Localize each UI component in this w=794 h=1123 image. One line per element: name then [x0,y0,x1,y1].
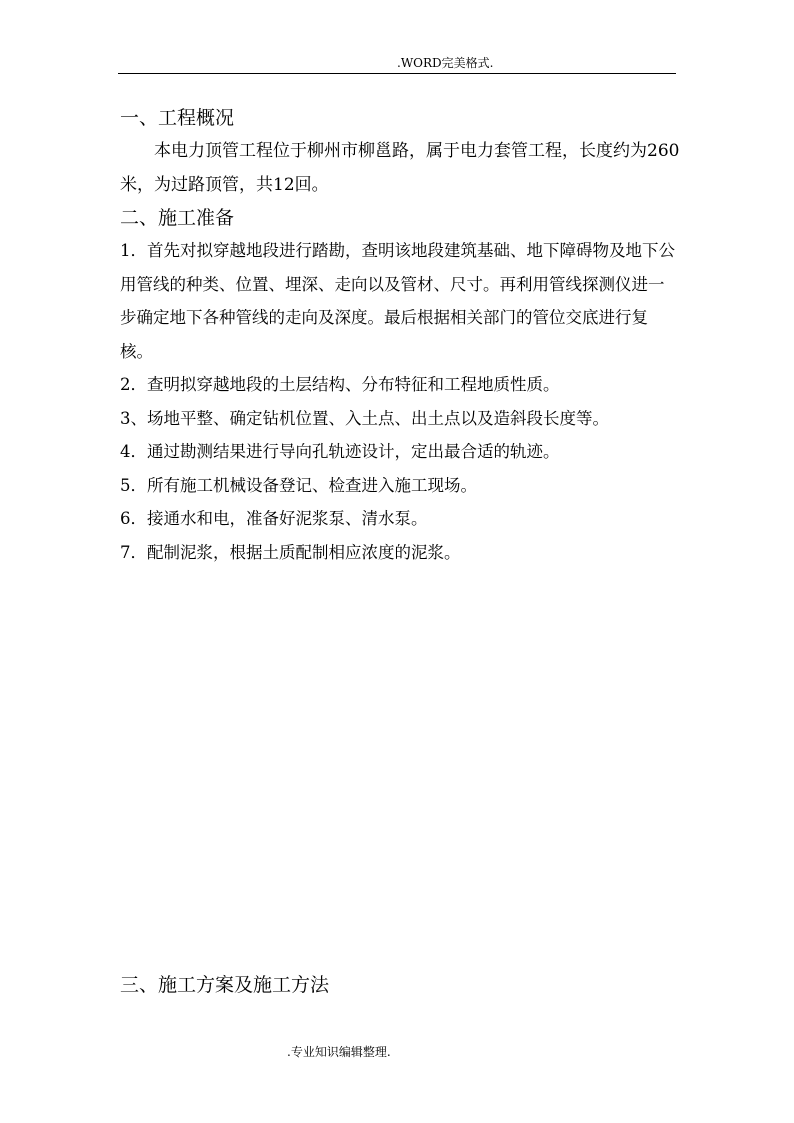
list-item: 7．配制泥浆，根据土质配制相应浓度的泥浆。 [120,542,461,562]
list-item: 1．首先对拟穿越地段进行踏勘，查明该地段建筑基础、地下障碍物及地下公用管线的种类、位置、埋深、走向以及管材、尺寸。再利用管线探测仪进一步确定地下各种管线的走向及深度。最后根据相关部门的管位交底进行复核。 [120,241,675,361]
list-item: 4．通过勘测结果进行导向孔轨迹设计，定出最合适的轨迹。 [120,442,560,461]
page-footer-text: .专业知识编辑整理. [287,1045,391,1059]
document-body [120,102,680,569]
list-item: 5．所有施工机械设备登记、检查进入施工现场。 [120,475,477,495]
list-item: 6．接通水和电，准备好泥浆泵、清水泵。 [120,509,428,528]
preparation-list [120,234,680,569]
list-item: 2．查明拟穿越地段的土层结构、分布特征和工程地质性质。 [120,375,560,394]
page-header-text: .WORD完美格式. [397,56,494,70]
header-rule [118,73,676,74]
section-heading-plan: 三、施工方案及施工方法 [120,974,330,996]
section-heading-preparation: 二、施工准备 [120,207,235,229]
overview-paragraph: 本电力顶管工程位于柳州市柳邕路，属于电力套管工程，长度约为260米，为过路顶管，共12回。 [120,141,680,195]
section-heading-overview: 一、工程概况 [120,107,235,129]
list-item: 3、场地平整、确定钻机位置、入土点、出土点以及造斜段长度等。 [120,408,609,428]
